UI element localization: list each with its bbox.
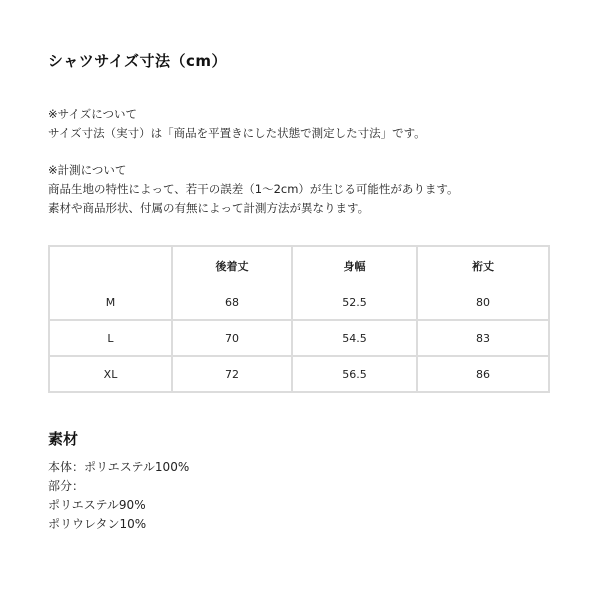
table-header-cell-size [50,247,173,285]
size-table [48,245,550,393]
size-note-heading: ※サイズについて [48,107,137,121]
table-header-cell-length: 後着丈 [173,247,293,285]
table-cell: 68 [173,285,293,321]
material-line-polyurethane: ポリウレタン10% [48,517,147,531]
table-cell: 72 [173,357,293,391]
table-cell: 56.5 [293,357,418,391]
material-title: 素材 [48,430,79,448]
table-header-cell-width: 身幅 [293,247,418,285]
size-note-body: サイズ寸法（実寸）は「商品を平置きにした状態で測定した寸法」です。 [48,126,426,140]
table-cell-size: L [50,321,173,357]
material-line-body: 本体：ポリエステル100% [48,460,190,474]
table-cell: 80 [418,285,548,321]
size-note [48,105,426,143]
measure-note-line-1: 商品生地の特性によって、若干の誤差（1～2cm）が生じる可能性があります。 [48,182,459,196]
table-cell: 86 [476,367,491,381]
table-row [50,357,548,391]
material-line-polyester: ポリエステル90% [48,498,146,512]
measure-note [48,161,459,218]
table-row [50,285,548,321]
material-list [48,458,189,534]
table-row [50,321,548,357]
table-cell: 83 [418,321,548,357]
page-title: シャツサイズ寸法（cm） [48,52,228,70]
measure-note-heading: ※計測について [48,163,127,177]
material-line-parts: 部分： [48,479,85,493]
table-cell-size: XL [50,357,173,391]
table-header-row [50,247,548,285]
table-cell: 52.5 [293,285,418,321]
measure-note-line-2: 素材や商品形状、付属の有無によって計測方法が異なります。 [48,201,370,215]
table-cell: 70 [173,321,293,357]
table-cell: 54.5 [293,321,418,357]
table-header-cell-sleeve: 裄丈 [472,260,495,273]
table-cell-size: M [50,285,173,321]
